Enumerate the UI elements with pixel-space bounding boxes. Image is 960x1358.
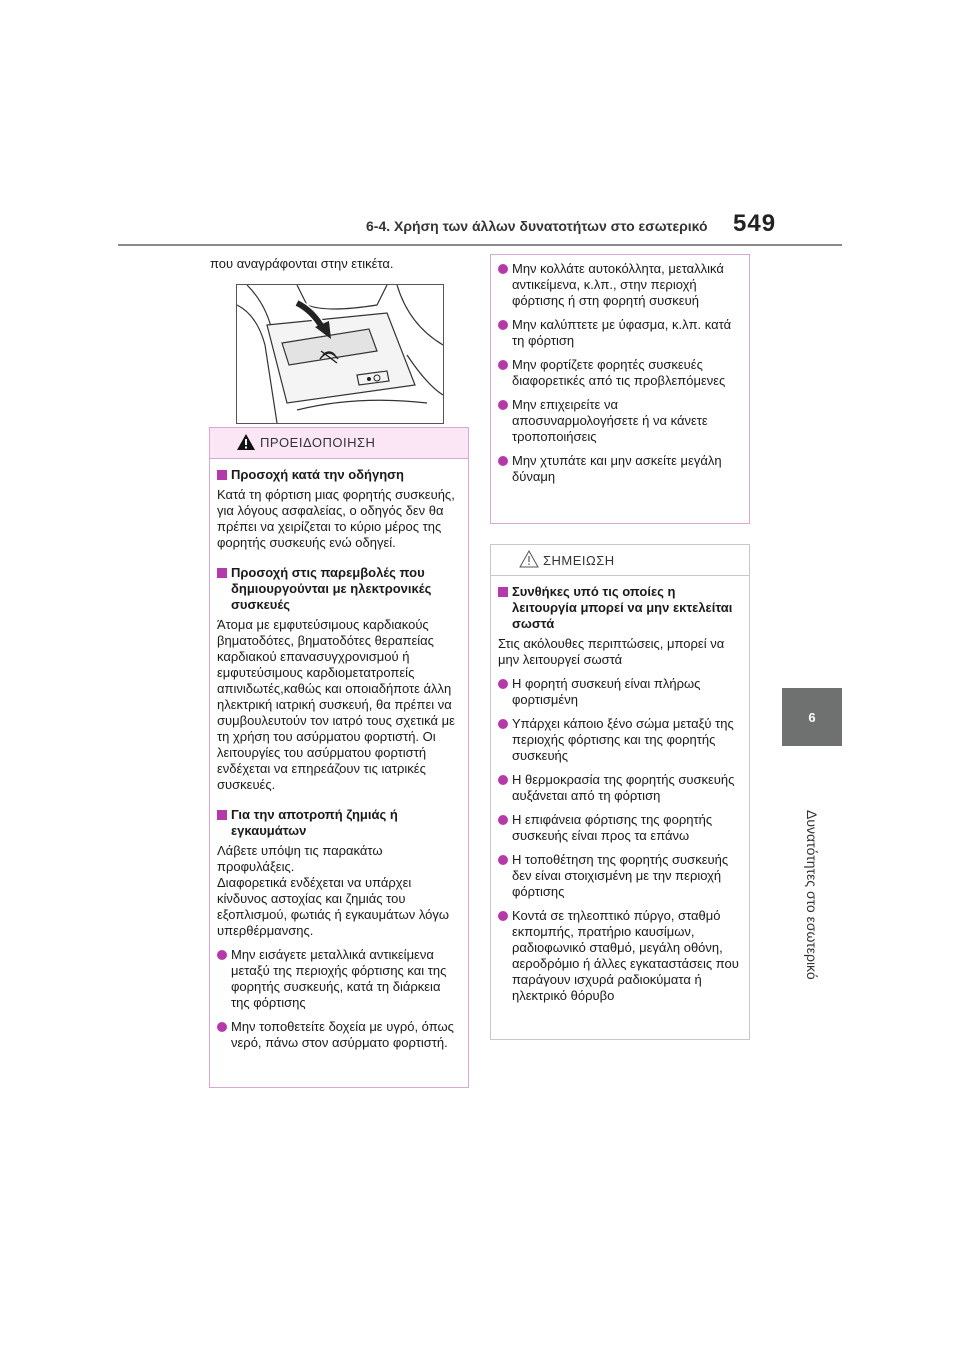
section-heading: Συνθήκες υπό τις οποίες η λειτουργία μπορεί να μην εκτελείται σωστά — [498, 584, 741, 632]
round-bullet-icon — [498, 911, 508, 921]
note-box — [490, 544, 750, 1040]
chapter-title-vertical — [804, 810, 868, 980]
chapter-tab — [782, 688, 842, 746]
round-bullet-icon — [217, 950, 227, 960]
paragraph: Στις ακόλουθες περιπτώσεις, μπορεί να μην λειτουργεί σωστά — [498, 636, 725, 667]
intro-text: που αναγράφονται στην ετικέτα. — [210, 256, 394, 271]
round-bullet-icon — [498, 360, 508, 370]
charger-drawing — [237, 285, 443, 423]
round-bullet-icon — [498, 719, 508, 729]
chapter-number: 6 — [808, 709, 816, 725]
warning-continued-content — [491, 255, 749, 485]
round-bullet-icon — [498, 855, 508, 865]
round-bullet-icon — [498, 264, 508, 274]
list-item: Μην φορτίζετε φορητές συσκευές διαφορετικές από τις προβλεπόμενες — [498, 357, 741, 389]
page-number: 549 — [733, 210, 777, 237]
warning-title: ΠΡΟΕΙΔΟΠΟΙΗΣΗ — [260, 435, 376, 450]
warning-header — [210, 428, 468, 459]
round-bullet-icon — [498, 679, 508, 689]
notice-triangle-icon — [519, 550, 539, 568]
list-item: Μην κολλάτε αυτοκόλλητα, μεταλλικά αντικείμενα, κ.λπ., στην περιοχή φόρτισης ή στη φορητή συσκευή — [498, 261, 741, 309]
list-item: Η τοποθέτηση της φορητής συσκευής δεν είναι στοιχισμένη με την περιοχή φόρτισης — [498, 852, 741, 900]
header-divider — [118, 244, 842, 246]
square-bullet-icon — [498, 587, 508, 597]
round-bullet-icon — [498, 320, 508, 330]
wireless-charger-illustration — [236, 284, 444, 424]
warning-triangle-icon — [236, 433, 256, 451]
round-bullet-icon — [498, 815, 508, 825]
section-heading: Για την αποτροπή ζημιάς ή εγκαυμάτων — [217, 807, 460, 839]
section-heading: Προσοχή στις παρεμβολές που δημιουργούνται με ηλεκτρονικές συσκευές — [217, 565, 460, 613]
square-bullet-icon — [217, 568, 227, 578]
square-bullet-icon — [217, 810, 227, 820]
chapter-title: Δυνατότητες στο εσωτερικό — [804, 810, 820, 980]
paragraph: Άτομα με εμφυτεύσιμους καρδιακούς βηματοδότες, βηματοδότες θεραπείας καρδιακού επανασυγχρονισμού ή εμφυτεύσιμους καρδιομετατροπείς απινιδωτές,καθώς και οποιαδήποτε άλλη ηλεκτρική ιατρική συσκευή, θα πρέπει να συμβουλευτούν τον ιατρό τους σχετικά με τη χρήση του ασύρματου φορτιστή. Οι λειτουργίες του ασύρματου φορτιστή ενδέχεται να επηρεάζουν τις ιατρικές συσκευές. — [217, 617, 455, 792]
paragraph: Διαφορετικά ενδέχεται να υπάρχει κίνδυνος αστοχίας και ζημιάς του εξοπλισμού, φωτιάς ή εγκαυμάτων λόγω υπερθέρμανσης. — [217, 875, 450, 938]
warning-content — [210, 459, 468, 1051]
section-heading: Προσοχή κατά την οδήγηση — [217, 467, 460, 483]
note-title: ΣΗΜΕΙΩΣΗ — [543, 553, 615, 568]
round-bullet-icon — [498, 456, 508, 466]
round-bullet-icon — [498, 400, 508, 410]
list-item: Η φορητή συσκευή είναι πλήρως φορτισμένη — [498, 676, 741, 708]
list-item: Μην καλύπτετε με ύφασμα, κ.λπ. κατά τη φόρτιση — [498, 317, 741, 349]
paragraph: Λάβετε υπόψη τις παρακάτω προφυλάξεις. — [217, 843, 383, 874]
square-bullet-icon — [217, 470, 227, 480]
warning-continued-box — [490, 254, 750, 524]
warning-box — [209, 427, 469, 1088]
list-item: Μην τοποθετείτε δοχεία με υγρό, όπως νερό, πάνω στον ασύρματο φορτιστή. — [217, 1019, 460, 1051]
list-item: Μην εισάγετε μεταλλικά αντικείμενα μεταξύ της περιοχής φόρτισης και της φορητής συσκευής, κατά τη διάρκεια της φόρτισης — [217, 947, 460, 1011]
list-item: Μην χτυπάτε και μην ασκείτε μεγάλη δύναμη — [498, 453, 741, 485]
section-title: 6-4. Χρήση των άλλων δυνατοτήτων στο εσωτερικό — [366, 218, 708, 234]
list-item: Η επιφάνεια φόρτισης της φορητής συσκευής είναι προς τα επάνω — [498, 812, 741, 844]
list-item: Υπάρχει κάποιο ξένο σώμα μεταξύ της περιοχής φόρτισης και της φορητής συσκευής — [498, 716, 741, 764]
note-header — [491, 545, 749, 576]
paragraph: Κατά τη φόρτιση μιας φορητής συσκευής, για λόγους ασφαλείας, ο οδηγός δεν θα πρέπει να χειρίζεται το κύριο μέρος της φορητής συσκευής ενώ οδηγεί. — [217, 487, 455, 550]
note-content — [491, 576, 749, 1004]
list-item: Κοντά σε τηλεοπτικό πύργο, σταθμό εκπομπής, πρατήριο καυσίμων, ραδιοφωνικό σταθμό, μεγάλη οθόνη, αεροδρόμιο ή άλλες εγκαταστάσεις που παράγουν ισχυρά ραδιοκύματα ή ηλεκτρικό θόρυβο — [498, 908, 741, 1004]
list-item: Μην επιχειρείτε να αποσυναρμολογήσετε ή να κάνετε τροποποιήσεις — [498, 397, 741, 445]
list-item: Η θερμοκρασία της φορητής συσκευής αυξάνεται από τη φόρτιση — [498, 772, 741, 804]
round-bullet-icon — [498, 775, 508, 785]
round-bullet-icon — [217, 1022, 227, 1032]
